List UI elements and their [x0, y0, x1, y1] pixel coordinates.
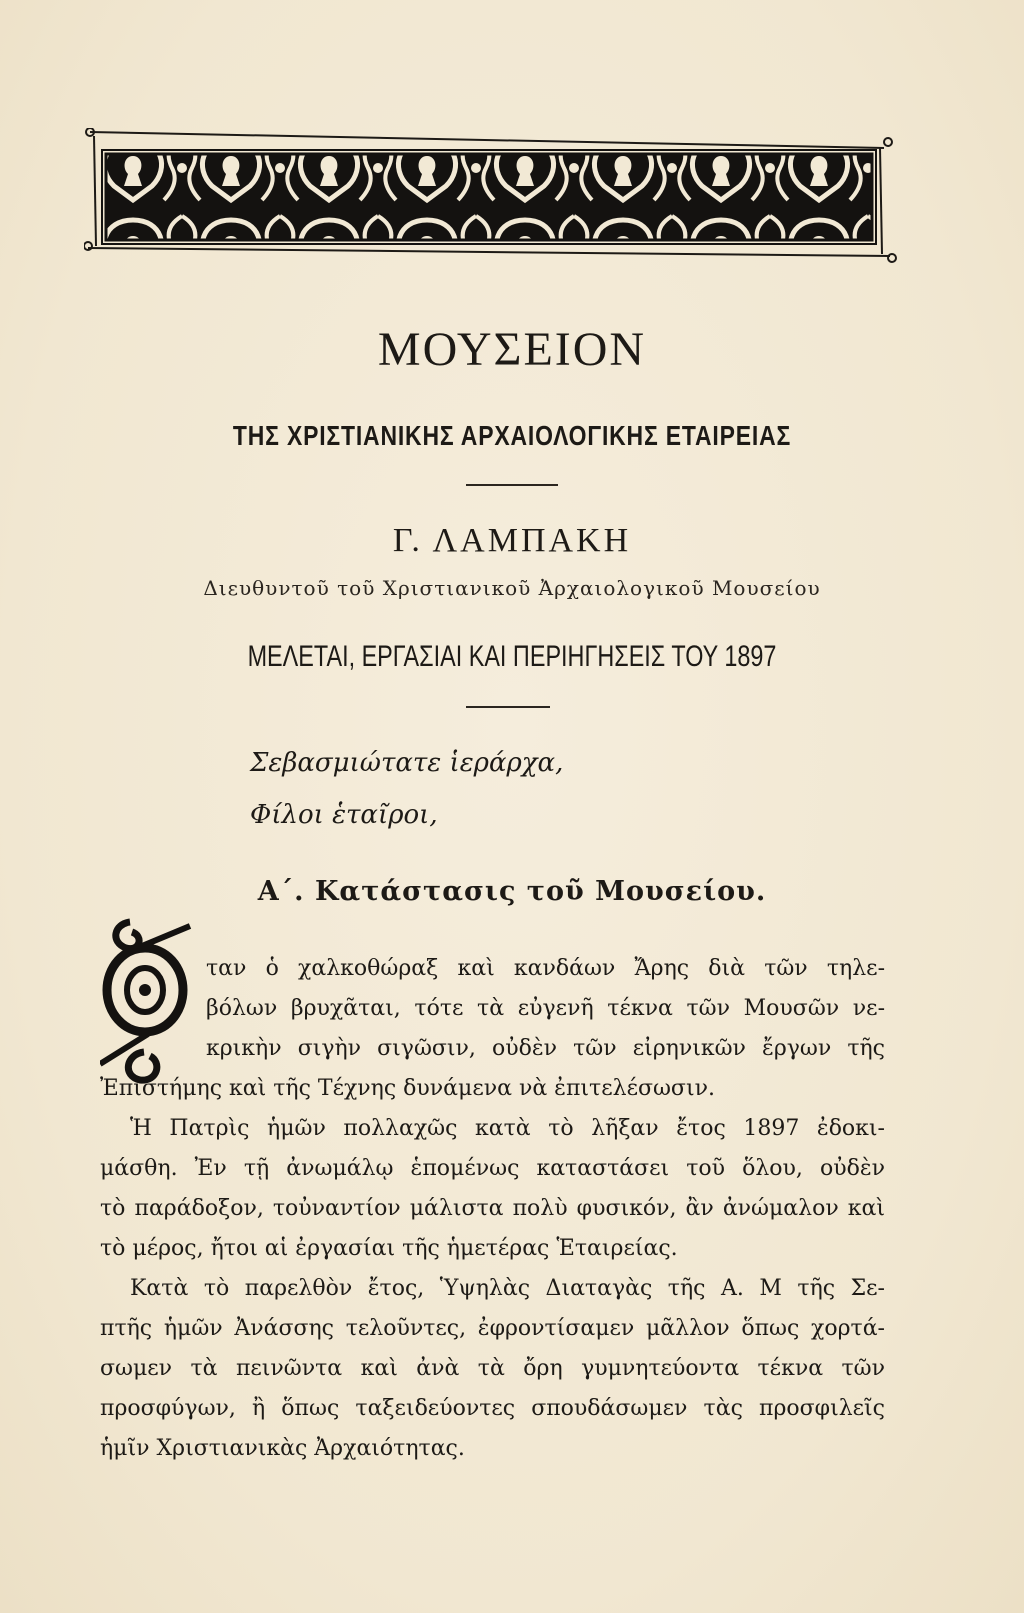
- text-line: Ἐπιστήμης καὶ τῆς Τέχνης δυνάμενα νὰ ἐπιτελέσωσιν.: [100, 1076, 715, 1101]
- salutation-line: Σεβασμιώτατε ἱεράρχα,: [250, 748, 564, 778]
- paragraph: [100, 1269, 885, 1469]
- author-name: Γ. ΛΑΜΠΑΚΗ: [392, 522, 632, 559]
- text-line: σωμεν τὰ πεινῶντα καὶ ἀνὰ τὰ ὄρη γυμνητεύοντα τέκνα τῶν: [100, 1356, 885, 1381]
- paragraph: [100, 1069, 885, 1109]
- paragraph: [206, 1029, 885, 1069]
- divider-rule: [466, 484, 558, 486]
- text-line: μάσθη. Ἐν τῇ ἀνωμάλῳ ἑπομένως καταστάσει τοῦ ὅλου, οὐδὲν: [100, 1156, 885, 1181]
- page-subtitle: ΤΗΣ ΧΡΙΣΤΙΑΝΙΚΗΣ ΑΡΧΑΙΟΛΟΓΙΚΗΣ ΕΤΑΙΡΕΙΑΣ: [232, 420, 792, 451]
- section-heading: Α΄. Κατάστασις τοῦ Μουσείου.: [257, 876, 767, 907]
- text-line: ἡμῖν Χριστιανικὰς Ἀρχαιότητας.: [100, 1436, 465, 1461]
- text-line: Ἡ Πατρὶς ἡμῶν πολλαχῶς κατὰ τὸ λῆξαν ἔτος 1897 ἐδοκι-: [130, 1116, 885, 1141]
- text-line: Κατὰ τὸ παρελθὸν ἔτος, Ὑψηλὰς Διαταγὰς τῆς Α. Μ τῆς Σε-: [130, 1276, 885, 1301]
- text-line: κρικὴν σιγὴν σιγῶσιν, οὐδὲν τῶν εἰρηνικῶν ἔργων τῆς: [206, 1036, 885, 1061]
- paragraph: [100, 1109, 885, 1269]
- text-line: βόλων βρυχᾶται, τότε τὰ εὐγενῆ τέκνα τῶν Μουσῶν νε-: [206, 996, 885, 1021]
- text-line: ταν ὁ χαλκοθώραξ καὶ κανδάων Ἄρης διὰ τῶν τηλε-: [206, 956, 885, 981]
- salutation-line: Φίλοι ἑταῖροι,: [250, 800, 438, 830]
- work-title: ΜΕΛΕΤΑΙ, ΕΡΓΑΣΙΑΙ ΚΑΙ ΠΕΡΙΗΓΗΣΕΙΣ ΤΟΥ 1897: [247, 640, 777, 673]
- text-line: τὸ παράδοξον, τοὐναντίον μάλιστα πολὺ φυσικόν, ἂν ἀνώμαλον καὶ: [100, 1196, 885, 1221]
- drop-cap-initial-icon: [100, 912, 200, 1087]
- text-line: πτῆς ἡμῶν Ἀνάσσης τελοῦντες, ἐφροντίσαμεν μᾶλλον ὅπως χορτά-: [100, 1316, 885, 1341]
- text-line: τὸ μέρος, ἤτοι αἱ ἐργασίαι τῆς ἡμετέρας Ἑταιρείας.: [100, 1236, 678, 1261]
- divider-rule: [466, 706, 550, 708]
- paragraph: [206, 949, 885, 1029]
- page-title: ΜΟΥΣΕΙΟΝ: [377, 323, 647, 376]
- text-line: προσφύγων, ἢ ὅπως ταξειδεύοντες σπουδάσωμεν τὰς προσφιλεῖς: [100, 1396, 885, 1421]
- ornamental-header-band: [84, 128, 904, 266]
- author-role: Διευθυντοῦ τοῦ Χριστιανικοῦ Ἀρχαιολογικοῦ Μουσείου: [203, 576, 821, 600]
